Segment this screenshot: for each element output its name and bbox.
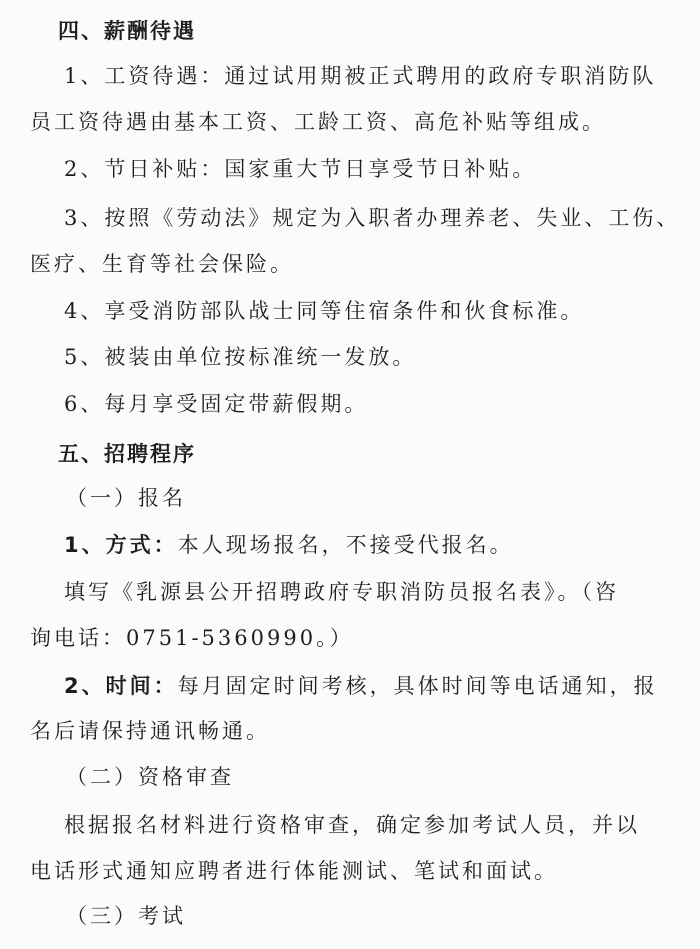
registration-form-line-1: 填写《乳源县公开招聘政府专职消防员报名表》。（咨 bbox=[64, 580, 619, 604]
registration-method bbox=[64, 530, 514, 560]
salary-item-3-line-2: 医疗、生育等社会保险。 bbox=[30, 252, 294, 276]
subsection-registration: （一）报名 bbox=[66, 486, 186, 510]
salary-item-1-line-2: 员工资待遇由基本工资、工龄工资、高危补贴等组成。 bbox=[30, 110, 606, 134]
registration-time bbox=[64, 671, 658, 701]
qualification-review-line-1: 根据报名材料进行资格审查，确定参加考试人员，并以 bbox=[64, 813, 640, 837]
salary-item-5: 5、被装由单位按标准统一发放。 bbox=[64, 345, 417, 369]
section-4-heading: 四、薪酬待遇 bbox=[58, 19, 196, 43]
registration-method-label: 1、方式： bbox=[64, 533, 178, 557]
subsection-exam: （三）考试 bbox=[66, 904, 186, 928]
registration-method-text: 本人现场报名，不接受代报名。 bbox=[177, 533, 514, 557]
salary-item-1-line-1: 1、工资待遇：通过试用期被正式聘用的政府专职消防队 bbox=[64, 64, 657, 88]
subsection-qualification-review: （二）资格审查 bbox=[66, 765, 234, 789]
section-5-heading: 五、招聘程序 bbox=[58, 442, 196, 466]
registration-form-line-2: 询电话：0751-5360990。） bbox=[30, 626, 354, 650]
registration-time-label: 2、时间： bbox=[64, 674, 178, 698]
salary-item-3-line-1: 3、按照《劳动法》规定为入职者办理养老、失业、工伤、 bbox=[64, 206, 681, 230]
registration-time-text: 每月固定时间考核，具体时间等电话通知，报 bbox=[177, 674, 658, 698]
registration-time-line-2: 名后请保持通讯畅通。 bbox=[30, 719, 270, 743]
salary-item-4: 4、享受消防部队战士同等住宿条件和伙食标准。 bbox=[64, 299, 585, 323]
qualification-review-line-2: 电话形式通知应聘者进行体能测试、笔试和面试。 bbox=[30, 859, 558, 883]
salary-item-6: 6、每月享受固定带薪假期。 bbox=[64, 392, 369, 416]
salary-item-2: 2、节日补贴：国家重大节日享受节日补贴。 bbox=[64, 157, 537, 181]
